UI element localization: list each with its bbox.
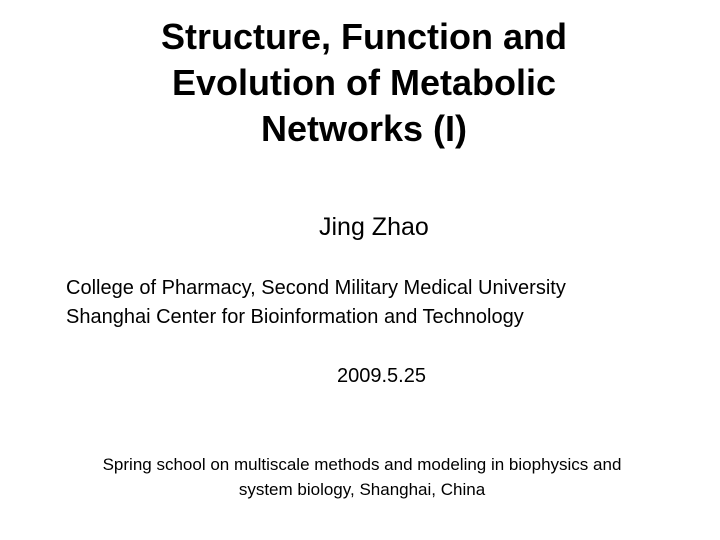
presentation-date: 2009.5.25 <box>337 365 426 387</box>
affiliation-college: College of Pharmacy, Second Military Medical University <box>66 277 566 299</box>
event-line-2: system biology, Shanghai, China <box>238 480 486 499</box>
slide-title-line-3: Networks (I) <box>260 108 468 149</box>
author-name: Jing Zhao <box>319 213 429 241</box>
slide-title-line-2: Evolution of Metabolic <box>172 62 556 103</box>
event-line-1: Spring school on multiscale methods and modeling in biophysics and <box>102 455 622 474</box>
slide-title <box>94 14 634 152</box>
event-description <box>40 452 684 502</box>
affiliation-center: Shanghai Center for Bioinformation and Technology <box>66 306 524 328</box>
slide-title-line-1: Structure, Function and <box>160 16 567 57</box>
affiliations <box>66 274 566 332</box>
